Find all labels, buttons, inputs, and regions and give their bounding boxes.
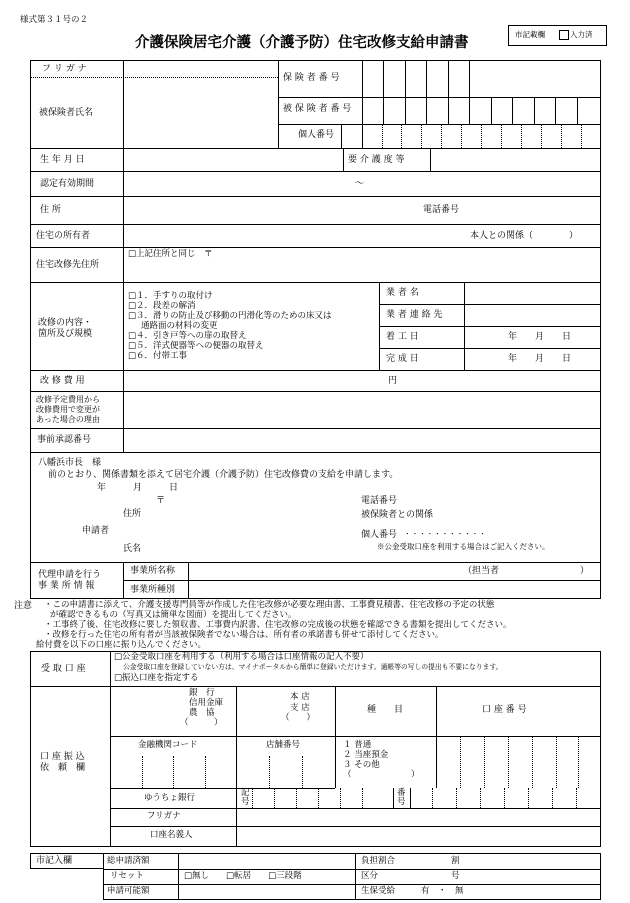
bank-type-agri: 農 協 (189, 708, 215, 718)
bank-type-paren: （ ） (180, 718, 223, 728)
note-line-1: ・この申請書に添えて、介護支援専門員等が作成した住宅改修が必要な理由書、工事費見積書、住宅改修の予定の状態 (44, 600, 495, 610)
branch-code-label: 店舗番号 (266, 740, 301, 750)
cost-change-label-1: 改修予定費用から (36, 395, 100, 404)
available-amount-label: 申請可能額 (107, 886, 150, 896)
personal-number-dots: ．．．．．．．．．．． (406, 527, 494, 537)
bank-type-bank: 銀 行 (189, 688, 215, 698)
kind-ordinary[interactable]: １ 普通 (343, 740, 372, 750)
renovation-item-4[interactable]: □４．引き戸等への扉の取替え (128, 331, 247, 341)
note-line-4: ・改修を行った住宅の所有者が当該被保険者でない場合は、所有者の承諾書も併せて添付してください。 (44, 630, 444, 640)
bank-type-credit: 信用金庫 (189, 698, 224, 708)
note-line-3: ・工事終了後、住宅改修に要した領収書、工事費内訳書、住宅改修の完成後の状態を確認できる書類を提出してください。 (44, 620, 512, 630)
office-entry-box (508, 25, 607, 46)
relation-to-insured-label: 被保険者との関係 (361, 510, 434, 520)
notes-head: 注意 (14, 601, 33, 611)
approval-number-label: 事前承認番号 (37, 435, 92, 445)
mayor-addressee: 八幡浜市長 様 (38, 458, 102, 468)
transfer-instruction: 給付費を以下の口座に振り込んでください。 (36, 640, 207, 650)
phone-label: 電話番号 (423, 205, 460, 215)
personal-number-label: 個人番号 (298, 130, 335, 140)
renovation-item-5[interactable]: □５．洋式便器等への便器の取替え (128, 341, 264, 351)
note-line-2: が確認できるもの（写真又は簡単な図面）を提出してください。 (50, 610, 297, 620)
postal-mark: 〒 (156, 496, 166, 506)
renovation-cost-label: 改 修 費 用 (40, 376, 85, 386)
agent-label-2: 事 業 所 情 報 (38, 581, 95, 591)
insurer-number-label: 保 険 者 番 号 (283, 73, 340, 83)
entered-checkbox[interactable] (559, 30, 569, 40)
renovation-item-2[interactable]: □２．段差の解消 (128, 301, 196, 311)
renovation-item-6[interactable]: □６．付帯工事 (128, 351, 188, 361)
furigana-label: フ リ ガ ナ (42, 64, 87, 74)
transfer-request-label-2: 依 頼 欄 (40, 763, 86, 773)
account-number-label: 口 座 番 号 (482, 705, 527, 715)
welfare-options[interactable]: 有 ・ 無 (421, 886, 464, 896)
welfare-label: 生保受給 (361, 886, 396, 896)
start-date-ymd: 年 月 日 (508, 332, 572, 342)
kind-other-paren: （ ） (343, 770, 420, 780)
relation-label: 本人との関係（ ） (470, 231, 579, 241)
finish-date-ymd: 年 月 日 (508, 354, 572, 364)
category-unit: 号 (451, 871, 460, 881)
yen-unit: 円 (388, 376, 398, 386)
start-date-label: 着 工 日 (386, 332, 419, 342)
branch-type-branch: 支 店 (290, 703, 310, 713)
application-date: 年 月 日 (97, 483, 179, 493)
account-kind-label: 種 目 (367, 705, 404, 715)
applicant-label: 申請者 (82, 526, 110, 536)
agent-office-name-label: 事業所名称 (130, 566, 176, 576)
house-owner-label: 住宅の所有者 (36, 231, 91, 241)
agent-label-1: 代理申請を行う (38, 570, 102, 580)
renovation-content-label-2: 箇所及び規模 (38, 329, 93, 339)
birth-date-label: 生 年 月 日 (40, 155, 85, 165)
applicant-phone-label: 電話番号 (361, 496, 398, 506)
branch-type-paren: （ ） (281, 713, 316, 723)
renovation-content-label-1: 改修の内容・ (38, 318, 93, 328)
contractor-contact-label: 業 者 連 絡 先 (386, 310, 443, 320)
holder-furigana-label: フリガナ (147, 811, 181, 821)
agent-contact-label: （担当者 ） (463, 566, 590, 576)
public-account-note: ※公金受取口座を利用する場合はご記入ください。 (377, 542, 550, 551)
office-box-input-label: 入力済 (570, 30, 593, 39)
contractor-name-label: 業 者 名 (386, 288, 419, 298)
valid-period-label: 認定有効期間 (40, 179, 95, 189)
address-label: 住 所 (40, 205, 61, 215)
insured-name-label: 被保険者氏名 (39, 108, 94, 118)
renovation-item-1[interactable]: □１．手すりの取付け (128, 291, 213, 301)
care-level-label: 要 介 護 度 等 (348, 155, 405, 165)
reset-label: リセット (110, 871, 144, 881)
yucho-label: ゆうちょ銀行 (144, 793, 196, 803)
office-use-label: 市記入欄 (36, 856, 73, 866)
receive-account-label: 受 取 口 座 (41, 664, 86, 674)
transfer-request-label-1: 口 座 振 込 (40, 752, 85, 762)
page-title: 介護保険居宅介護（介護予防）住宅改修支給申請書 (135, 34, 469, 51)
insured-number-label: 被 保 険 者 番 号 (283, 104, 352, 114)
cost-change-label-3: あった場合の理由 (36, 415, 100, 424)
applicant-address-label: 住所 (123, 509, 142, 519)
same-address-checkbox[interactable]: □上記住所と同じ 〒 (128, 249, 213, 259)
public-account-checkbox[interactable]: □公金受取口座を利用する（利用する場合は口座情報の記入不要） (114, 652, 369, 662)
designated-account-checkbox[interactable]: □振込口座を指定する (114, 673, 199, 683)
renovation-item-3[interactable]: □３．滑りの防止及び移動の円滑化等のための床又は (128, 311, 332, 321)
application-statement: 前のとおり、関係書類を添えて居宅介護（介護予防）住宅改修費の支給を申請します。 (48, 470, 399, 480)
public-account-note-2: 公金受取口座を登録していない方は、マイナポータルから簡単に登録いただけます。通帳等の写しの提出も不要になります。 (123, 663, 503, 671)
total-applied-label: 総申請済額 (107, 856, 150, 866)
renovation-item-3-cont: 通路面の材料の変更 (141, 321, 218, 331)
symbol-label: 記号 (241, 788, 250, 807)
reset-options[interactable]: □無し □転居 □三段階 (184, 871, 302, 881)
kind-current[interactable]: ２ 当座預金 (343, 750, 389, 760)
branch-type-main: 本 店 (290, 692, 310, 702)
office-box-label: 市記載欄 (515, 30, 545, 39)
burden-ratio-label: 負担割合 (361, 856, 396, 866)
renovation-address-label: 住宅改修先住所 (36, 260, 100, 270)
category-label: 区分 (361, 871, 379, 881)
number-label: 番号 (397, 788, 406, 807)
agent-office-type-label: 事業所種別 (130, 585, 176, 595)
finish-date-label: 完 成 日 (386, 354, 419, 364)
bank-code-label: 金融機関コード (138, 740, 198, 750)
burden-ratio-unit: 割 (451, 856, 460, 866)
account-holder-label: 口座名義人 (150, 830, 193, 840)
form-number: 様式第３１号の２ (20, 15, 89, 25)
applicant-personal-number-label: 個人番号 (361, 530, 398, 540)
applicant-name-label: 氏名 (123, 544, 142, 554)
cost-change-label-2: 改修費用で変更が (36, 405, 100, 414)
valid-period-separator: ～ (355, 179, 365, 189)
kind-other[interactable]: ３ その他 (343, 760, 380, 770)
